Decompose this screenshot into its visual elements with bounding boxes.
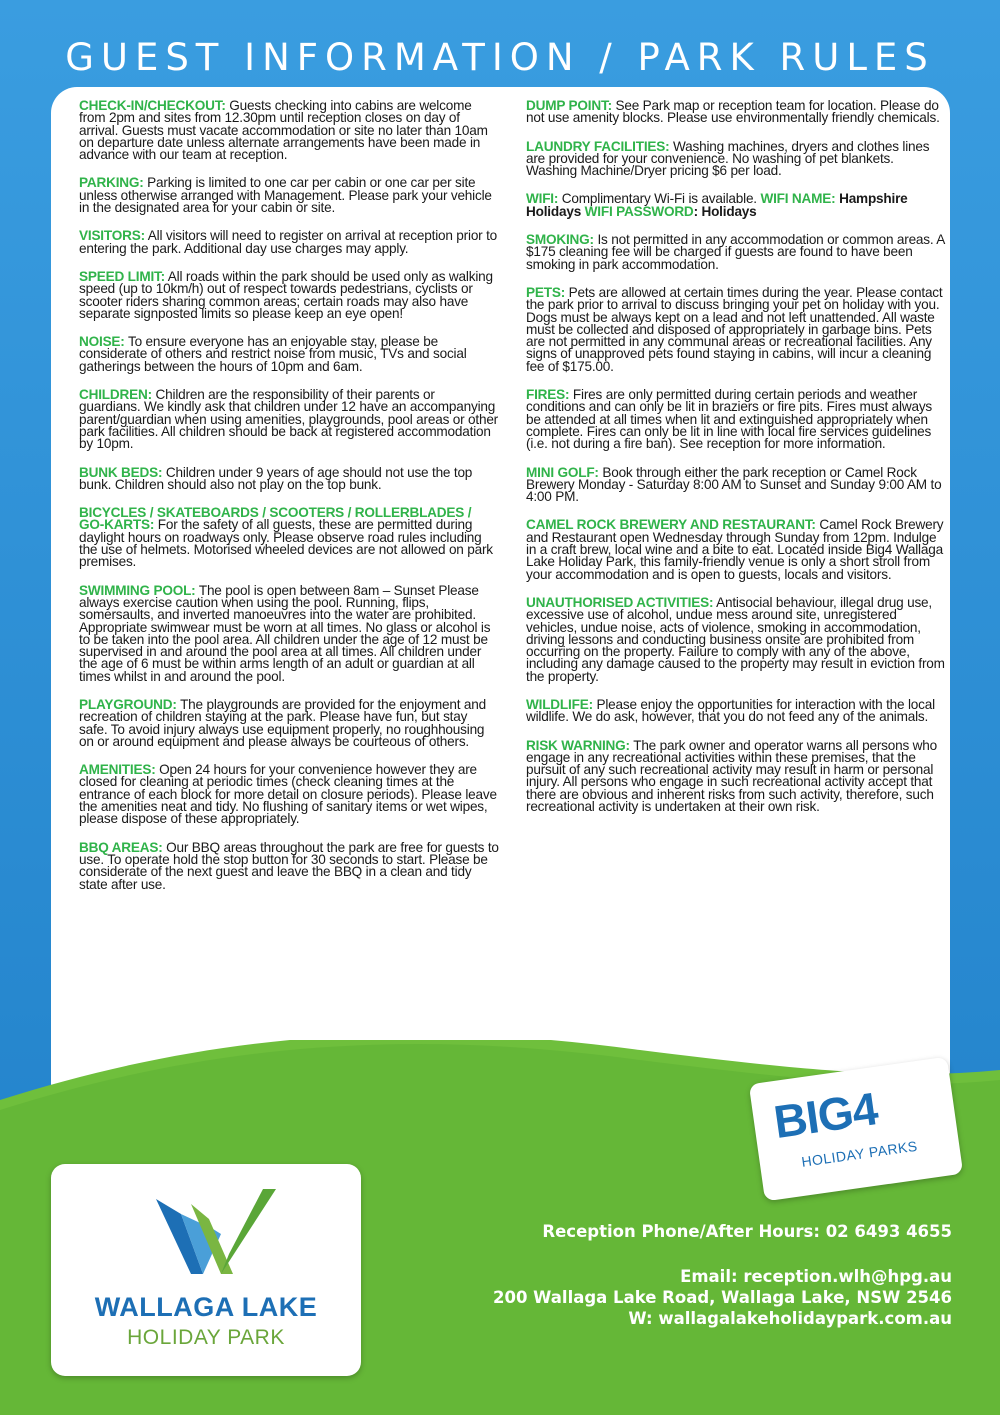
rule-label: UNAUTHORISED ACTIVITIES: — [526, 594, 714, 610]
wifi-password-label: WIFI PASSWORD — [584, 203, 694, 219]
rule-label: PLAYGROUND: — [79, 696, 177, 712]
rule-label: BICYCLES / SKATEBOARDS / SCOOTERS / ROLLERBLADES / GO-KARTS: — [79, 505, 472, 533]
rule-item — [526, 284, 946, 374]
rule-text: Book through either the park reception or Camel Rock Brewery Monday - Saturday 8:00 AM to Sunset and Sunday 9:00 AM to 4:00 PM. — [526, 464, 942, 505]
rule-item — [79, 582, 499, 684]
rule-text: Antisocial behaviour, illegal drug use, excessive use of alcohol, undue mess around site, unregistered vehicles, undue noise, acts of violence, smoking in accommodation, driving lessons and conducting business onsite are prohibited from occurring on the property. Failure to comply with any of the above, including any damage caused to the property may result in eviction from the property. — [526, 594, 945, 684]
rule-label: SMOKING: — [526, 232, 594, 248]
rule-item — [526, 100, 946, 125]
rule-item — [526, 138, 946, 179]
left-rules-column — [79, 100, 499, 907]
reception-phone: Reception Phone/After Hours: 02 6493 4655 — [542, 1222, 952, 1241]
rule-label: SPEED LIMIT: — [79, 268, 165, 284]
wifi-password-value: : Holidays — [693, 203, 757, 219]
rule-item — [79, 464, 499, 492]
rule-item — [526, 737, 946, 815]
rule-label: PETS: — [526, 284, 566, 300]
wifi-label: WIFI: — [526, 191, 559, 207]
rule-label: CAMEL ROCK BREWERY AND RESTAURANT: — [526, 517, 816, 533]
rule-label: CHILDREN: — [79, 387, 152, 403]
rule-item — [79, 230, 499, 255]
rule-label: FIRES: — [526, 387, 570, 403]
rule-item — [79, 268, 499, 321]
contact-email[interactable]: Email: reception.wlh@hpg.au — [680, 1267, 952, 1286]
rule-item — [79, 764, 499, 825]
rule-label: PARKING: — [79, 175, 144, 191]
rule-text: Children are the responsibility of their parents or guardians. We kindly ask that children under 12 have an accompanying parent/guardian when using amenities, playgrounds, pool areas or other park facilities. All children should be back at registered accommodation by 10pm. — [79, 387, 499, 452]
wifi-rule — [526, 193, 946, 218]
rule-label: WILDLIFE: — [526, 696, 593, 712]
big4-subtitle: HOLIDAY PARKS — [800, 1137, 919, 1170]
rule-text: See Park map or reception team for location. Please do not use amenity blocks. Please use environmentally friendly chemicals. — [526, 98, 940, 126]
rule-label: DUMP POINT: — [526, 98, 612, 113]
rule-item — [79, 389, 499, 450]
wifi-name-label: WIFI NAME: — [760, 191, 836, 207]
logo-name: WALLAGA LAKE — [94, 1292, 318, 1322]
rule-label: VISITORS: — [79, 228, 145, 244]
rule-text: Our BBQ areas throughout the park are free for guests to use. To operate hold the stop button for 30 seconds to start. Please be considerate of the next guest and leave the BBQ in a clean and tidy state after use. — [79, 839, 499, 892]
rule-item — [526, 389, 946, 450]
rule-item — [79, 336, 499, 373]
rule-item — [79, 507, 499, 568]
right-rules-column — [526, 100, 946, 829]
rule-text: Open 24 hours for your convenience however they are closed for cleaning at periodic times (check cleaning times at the entrance of each block for more detail on closure periods). Please leave the amenities neat and tidy. No flushing of sanitary items or wet wipes, please dispose of these appropriately. — [79, 762, 497, 827]
rule-label: RISK WARNING: — [526, 737, 630, 753]
checkmark-logo-icon — [151, 1174, 281, 1284]
rule-item — [79, 839, 499, 892]
rule-text: To ensure everyone has an enjoyable stay, please be considerate of others and restrict noise from music, TVs and social gatherings between the hours of 10pm and 6am. — [79, 334, 467, 374]
rule-label: SWIMMING POOL: — [79, 582, 196, 598]
rule-item — [79, 177, 499, 214]
rule-text: Fires are only permitted during certain periods and weather conditions and can only be lit in braziers or fire pits. Fires must always be attended at all times when lit and extinguished appropriately when complete. Fires can only be lit in line with local fire services guidelines (i.e. not during a fire ban). See reception for more information. — [526, 387, 933, 452]
rule-item — [526, 519, 946, 580]
rule-item — [526, 234, 946, 271]
wifi-name-value: Hampshire Holidays — [526, 191, 908, 219]
rule-item — [79, 696, 499, 749]
rule-item — [526, 464, 946, 505]
rule-text: Children under 9 years of age should not use the top bunk. Children should also not play on the top bunk. — [79, 464, 473, 492]
rule-text: All visitors will need to register on arrival at reception prior to entering the park. Additional day use charges may apply. — [79, 228, 498, 256]
wallaga-lake-logo — [51, 1164, 361, 1376]
rule-label: BBQ AREAS: — [79, 839, 163, 855]
rule-text: Please enjoy the opportunities for interaction with the local wildlife. We do ask, however, that you do not feed any of the animals. — [526, 696, 935, 725]
rule-text: Is not permitted in any accommodation or common areas. A $175 cleaning fee will be charged if guests are found to have been smoking in park accommodation. — [526, 232, 945, 272]
rule-label: NOISE: — [79, 334, 125, 350]
wifi-text: Complimentary Wi-Fi is available. — [558, 191, 761, 207]
rule-item — [79, 100, 499, 161]
rule-label: LAUNDRY FACILITIES: — [526, 138, 670, 154]
logo-subtitle: HOLIDAY PARK — [127, 1326, 285, 1349]
page-title: GUEST INFORMATION / PARK RULES — [65, 36, 935, 79]
rule-label: CHECK-IN/CHECKOUT: — [79, 98, 226, 113]
contact-address: 200 Wallaga Lake Road, Wallaga Lake, NSW 2546 — [492, 1288, 952, 1307]
rule-text: Pets are allowed at certain times during the year. Please contact the park prior to arrival to discuss bringing your pet on holiday with you. Dogs must be always kept on a lead and not left unattended. All waste must be collected and disposed of appropriately in garbage bins. Pets are not permitted in any communal areas or recreational facilities. Any signs of unapproved pets found staying in cabins, will incur a cleaning fee of $175.00. — [526, 284, 943, 374]
rule-text: All roads within the park should be used only as walking speed (up to 10km/h) out of respect towards pedestrians, cyclists or scooter riders sharing common areas; certain roads may also have separate signposted limits so please keep an eye open! — [79, 268, 493, 321]
rule-text: Parking is limited to one car per cabin or one car per site unless otherwise arranged with Management. Please park your vehicle in the designated area for your cabin or site. — [79, 175, 492, 216]
rule-text: Guests checking into cabins are welcome from 2pm and sites from 12.30pm until reception closes on day of arrival. Guests must vacate accommodation or site no later than 10am on departure date unless alternate arrangements have been made in advance with our team at reception. — [79, 98, 488, 163]
rule-text: Washing machines, dryers and clothes lines are provided for your convenience. No washing of pet blankets. Washing Machine/Dryer pricing $6 per load. — [526, 138, 930, 179]
rule-label: AMENITIES: — [79, 762, 156, 778]
rule-label: BUNK BEDS: — [79, 464, 163, 480]
contact-website[interactable]: W: wallagalakeholidaypark.com.au — [628, 1309, 952, 1328]
rule-text: The pool is open between 8am – Sunset Please always exercise caution when using the pool. Running, flips, somersaults, and inverted manoeuvres into the water are prohibited. Appropriate swimwear must be worn at all times. No glass or alcohol is to be taken into the pool area. All children under the age of 12 must be supervised in and around the pool area at all times. All children under the age of 6 must be within arms length of an adult or guardian at all times whilst in and around the pool. — [79, 582, 491, 684]
rule-text: Camel Rock Brewery and Restaurant open Wednesday through Sunday from 12pm. Indulge in a craft brew, local wine and a bite to eat. Located inside Big4 Wallaga Lake Holiday Park, this family-friendly venue is only a short stroll from your accommodation and is open to guests, locals and visitors. — [526, 517, 944, 582]
rule-text: For the safety of all guests, these are permitted during daylight hours on roadways only. Please observe road rules including the use of helmets. Motorised wheeled devices are not allowed on park premises. — [79, 517, 493, 570]
rule-text: The playgrounds are provided for the enjoyment and recreation of children staying at the park. Please have fun, but stay safe. To avoid injury always use equipment properly, no roughhousing on or around equipment and please always be courteous of others. — [79, 696, 486, 749]
rule-item — [526, 696, 946, 725]
rule-text: The park owner and operator warns all persons who engage in any recreational activities within these premises, that the pursuit of any such recreational activity may result in harm or personal injury. All persons who engage in such recreational activity accept that there are obvious and inherent risks from such activity, therefore, such recreational activity is undertaken at their own risk. — [526, 737, 938, 815]
big4-name: BIG4 — [770, 1082, 881, 1149]
rule-item — [526, 594, 946, 684]
rule-label: MINI GOLF: — [526, 464, 599, 480]
